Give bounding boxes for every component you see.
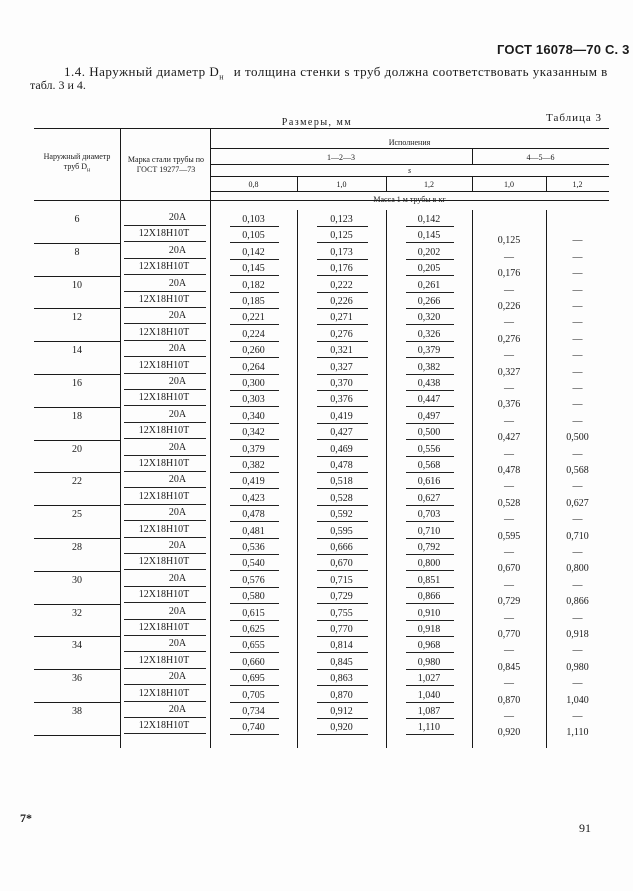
mass-value-cell: — [504,383,514,394]
mass-value-cell: 0,655 [242,640,265,652]
mass-value-cell: 0,202 [417,246,441,258]
steel-grade-cell: 20А [168,540,187,551]
steel-grade-column-header: Марка стали трубы по ГОСТ 19277—73 [127,155,205,174]
mass-value-cell: 0,222 [330,279,353,291]
mass-value-cell: — [504,547,514,558]
mass-value-cell: 0,271 [330,312,353,324]
mass-value-cell: 0,755 [330,607,353,619]
mass-value-cell: 0,800 [417,558,441,570]
mass-value-cell: 0,103 [242,214,265,225]
mass-value-cell: 0,321 [330,345,353,357]
diameter-cell: 34 [72,640,82,652]
mass-value-cell: 0,481 [242,525,265,537]
steel-grade-cell: 12Х18Н10Т [138,228,190,240]
mass-value-cell: 0,478 [330,460,353,471]
steel-grade-cell: 12Х18Н10Т [138,720,190,732]
mass-value-cell: 0,770 [330,624,353,635]
steel-grade-cell: 12Х18Н10Т [138,261,190,273]
mass-value-cell: 0,500 [566,432,589,444]
steel-grade-cell: 12Х18Н10Т [138,425,190,437]
mass-value-cell: 0,705 [242,689,265,701]
steel-grade-cell: 20А [168,343,187,355]
mass-value-cell: 0,792 [417,542,441,553]
diameter-header-text: Наружный диаметр труб D [43,152,111,171]
mass-value-cell: 0,376 [497,399,521,411]
diameter-cell: 12 [72,312,82,324]
steel-grade-cell: 20А [168,376,187,387]
mass-value-cell: 0,528 [330,492,353,504]
mass-value-cell: — [504,645,514,657]
steel-grade-cell: 12Х18Н10Т [138,523,190,535]
mass-value-cell: 0,592 [330,509,353,521]
table-number-label: Таблица 3 [546,112,603,124]
mass-value-cell: — [504,415,514,427]
mass-value-cell: 0,866 [417,591,441,603]
mass-value-cell: — [504,711,514,722]
mass-value-cell: — [504,284,514,296]
diameter-cell: 20 [72,443,82,455]
mass-value-cell: 1,110 [417,722,441,734]
diameter-cell: 10 [72,279,82,291]
mass-value-cell: — [572,251,583,263]
steel-grade-cell: 20А [168,474,187,486]
mass-value-cell: 0,261 [417,279,441,291]
mass-value-cell: 0,266 [417,296,441,307]
mass-value-cell: 0,125 [330,230,353,242]
mass-value-cell: — [572,547,583,558]
mass-value-cell: 0,145 [242,263,265,275]
paragraph-line-2: табл. 3 и 4. [30,78,86,92]
diameter-cell: 8 [74,246,80,258]
steel-grade-cell: 20А [168,244,187,256]
mass-value-cell: — [572,711,583,722]
mass-value-cell: 0,326 [417,328,441,340]
mass-value-cell: 0,540 [242,558,265,570]
steel-grade-cell: 12Х18Н10Т [138,326,190,338]
mass-value-cell: 0,568 [566,465,589,476]
mass-value-cell: 0,182 [242,279,265,291]
mass-value-cell: 1,040 [566,694,589,706]
mass-value-cell: 0,327 [497,366,521,378]
mass-value-cell: 0,710 [417,525,441,537]
mass-value-cell: 0,920 [497,727,521,739]
execution-group-2: 4—5—6 [526,153,555,162]
mass-value-cell: 0,300 [242,378,265,389]
mass-value-cell: 0,327 [330,361,353,373]
mass-value-cell: 0,419 [330,410,353,422]
diameter-subscript: н [219,72,225,82]
steel-grade-cell: 20А [168,671,187,683]
mass-value-cell: 0,580 [242,591,265,603]
mass-value-cell: 0,125 [497,235,521,247]
mass-value-cell: 0,910 [417,607,441,619]
mass-value-cell: 0,173 [330,246,353,258]
diameter-cell: 38 [72,706,82,717]
mass-value-cell: 0,224 [242,328,265,340]
mass-value-cell: — [504,350,514,362]
mass-value-cell: 0,427 [330,427,353,439]
mass-value-cell: 0,427 [497,432,521,444]
steel-grade-cell: 12Х18Н10Т [138,556,190,568]
mass-value-cell: 0,980 [566,661,589,673]
mass-value-cell: — [572,514,583,526]
mass-value-cell: — [572,399,583,411]
diameter-cell: 28 [72,542,82,553]
mass-value-cell: 0,528 [497,497,521,509]
mass-value-cell: 1,087 [417,706,441,717]
mass-value-cell: — [572,678,583,690]
mass-value-cell: 0,627 [417,492,441,504]
mass-value-cell: — [572,579,583,591]
mass-value-cell: 0,734 [242,706,265,717]
mass-value-cell: — [504,448,514,460]
mass-value-cell: 0,595 [497,530,521,542]
paragraph-line-1-rest: и толщина стенки s труб должна соответствовать указанным в [233,64,608,79]
mass-value-cell: 0,176 [330,263,353,275]
mass-value-cell: — [504,481,514,493]
steel-grade-cell: 20А [168,310,187,322]
mass-value-cell: — [572,268,583,280]
table-caption: Размеры, мм [281,117,353,128]
mass-value-cell: 0,870 [497,694,521,706]
mass-value-cell: 0,370 [330,378,353,389]
mass-value-cell: 0,438 [417,378,441,389]
executions-header: Исполнения [388,138,431,147]
mass-value-cell: 0,912 [330,706,353,717]
mass-value-cell: 0,379 [242,443,265,455]
steel-grade-cell: 12Х18Н10Т [138,392,190,404]
steel-grade-cell: 20А [168,638,187,650]
mass-value-cell: 0,382 [417,361,441,373]
mass-value-cell: 0,226 [330,296,353,307]
mass-value-cell: 0,276 [497,333,521,345]
diameter-cell: 22 [72,476,82,488]
mass-value-cell: 0,814 [330,640,353,652]
mass-value-cell: 1,040 [417,689,441,701]
mass-value-cell: 0,478 [242,509,265,521]
mass-value-cell: 0,729 [330,591,353,603]
diameter-column-header [36,152,118,176]
diameter-cell: 16 [72,378,82,389]
page-number: 91 [579,821,591,835]
mass-value-cell: 0,616 [417,476,441,488]
mass-value-cell: 0,870 [330,689,353,701]
mass-value-cell: — [572,333,583,345]
mass-value-cell: 0,260 [242,345,265,357]
steel-grade-cell: 12Х18Н10Т [138,490,190,502]
mass-value-cell: 0,379 [417,345,441,357]
mass-value-cell: — [572,415,583,427]
mass-value-cell: 0,376 [330,394,353,406]
mass-value-cell: — [572,284,583,296]
steel-grade-cell: 12Х18Н10Т [138,687,190,699]
mass-value-cell: 0,320 [417,312,441,324]
mass-value-cell: 0,625 [242,624,265,635]
sheet-mark: 7* [20,811,32,825]
mass-value-cell: 0,382 [242,460,265,471]
mass-value-cell: 0,264 [242,361,265,373]
mass-value-cell: 0,845 [330,656,353,668]
diameter-cell: 32 [72,607,82,619]
diameter-cell: 14 [72,345,82,357]
mass-value-cell: 0,968 [417,640,441,652]
document-header: ГОСТ 16078—70 С. 3 [497,42,630,57]
mass-value-cell: 0,740 [242,722,265,734]
mass-value-cell: 1,027 [417,673,441,685]
mass-value-cell: 0,142 [242,246,265,258]
mass-value-cell: 0,866 [566,596,589,608]
diameter-cell: 6 [74,214,80,225]
mass-value-cell: 0,556 [417,443,441,455]
mass-value-cell: 0,863 [330,673,353,685]
mass-value-cell: 0,185 [242,296,265,307]
mass-value-cell: — [504,317,514,329]
steel-grade-cell: 20А [168,507,187,519]
mass-value-cell: 0,226 [497,301,521,312]
steel-grade-cell: 12Х18Н10Т [138,458,190,469]
diameter-header-subscript: н [87,167,91,174]
mass-value-cell: — [504,514,514,526]
mass-value-cell: 0,568 [417,460,441,471]
mass-per-meter-label: Масса 1 м трубы в кг [373,195,446,204]
mass-value-cell: 0,342 [242,427,265,439]
mass-value-cell: — [504,612,514,624]
mass-value-cell: 0,176 [497,268,521,280]
steel-grade-cell: 12Х18Н10Т [138,622,190,633]
diameter-cell: 25 [72,509,82,521]
steel-grade-cell: 20А [168,441,187,453]
mass-value-cell: — [572,645,583,657]
mass-value-cell: 0,695 [242,673,265,685]
mass-value-cell: 0,478 [497,465,521,476]
mass-value-cell: 0,340 [242,410,265,422]
mass-value-cell: 0,123 [330,214,353,225]
steel-grade-cell: 12Х18Н10Т [138,359,190,371]
steel-grade-cell: 20А [168,605,187,617]
mass-value-cell: 0,205 [417,263,441,275]
steel-grade-cell: 20А [168,212,187,223]
mass-value-cell: 0,666 [330,542,353,553]
mass-value-cell: — [572,448,583,460]
mass-value-cell: 0,536 [242,542,265,553]
mass-value-cell: 0,715 [330,574,353,586]
thickness-col-1: 0,8 [248,180,259,189]
steel-grade-cell: 12Х18Н10Т [138,294,190,305]
mass-value-cell: 0,670 [497,563,521,575]
mass-value-cell: 0,303 [242,394,265,406]
mass-value-cell: — [504,678,514,690]
mass-value-cell: 0,145 [417,230,441,242]
mass-value-cell: 0,800 [566,563,589,575]
mass-value-cell: 0,920 [330,722,353,734]
thickness-col-5: 1,2 [572,180,583,189]
mass-value-cell: — [572,235,583,247]
mass-value-cell: — [572,301,583,312]
mass-value-cell: 0,423 [242,492,265,504]
steel-grade-cell: 20А [168,277,187,289]
mass-value-cell: 0,221 [242,312,265,324]
mass-value-cell: 0,845 [497,661,521,673]
mass-value-cell: — [572,317,583,329]
steel-grade-cell: 12Х18Н10Т [138,589,190,601]
mass-value-cell: 0,500 [417,427,441,439]
mass-value-cell: 1,110 [566,727,589,739]
mass-value-cell: — [504,579,514,591]
mass-value-cell: 0,918 [417,624,441,635]
mass-value-cell: 0,615 [242,607,265,619]
paragraph-line-1-text: 1.4. Наружный диаметр D [64,64,220,79]
execution-group-1: 1—2—3 [327,153,355,162]
mass-value-cell: 0,660 [242,656,265,668]
mass-value-cell: 0,729 [497,596,521,608]
thickness-col-4: 1,0 [504,180,514,189]
mass-value-cell: 0,105 [242,230,265,242]
mass-value-cell: — [572,366,583,378]
mass-value-cell: 0,419 [242,476,265,488]
mass-value-cell: — [572,481,583,493]
steel-grade-cell: 20А [168,704,187,715]
mass-value-cell: 0,447 [417,394,441,406]
thickness-col-2: 1,0 [336,180,347,189]
mass-value-cell: 0,670 [330,558,353,570]
mass-value-cell: 0,703 [417,509,441,521]
mass-value-cell: 0,918 [566,629,589,640]
mass-value-cell: 0,627 [566,497,589,509]
mass-value-cell: 0,276 [330,328,353,340]
steel-grade-cell: 20А [168,572,187,584]
mass-value-cell: 0,851 [417,574,441,586]
mass-value-cell: 0,576 [242,574,265,586]
mass-value-cell: 0,595 [330,525,353,537]
thickness-col-3: 1,2 [424,180,434,189]
diameter-cell: 30 [72,574,82,586]
mass-value-cell: — [504,251,514,263]
mass-value-cell: — [572,383,583,394]
diameter-cell: 18 [72,410,82,422]
mass-value-cell: 0,497 [417,410,441,422]
diameter-cell: 36 [72,673,82,685]
mass-value-cell: 0,142 [417,214,441,225]
mass-value-cell: 0,980 [417,656,441,668]
mass-value-cell: 0,710 [566,530,589,542]
mass-value-cell: 0,469 [330,443,353,455]
mass-value-cell: — [572,350,583,362]
mass-value-cell: 0,770 [497,629,521,640]
steel-grade-cell: 12Х18Н10Т [138,654,190,666]
mass-value-cell: — [572,612,583,624]
wall-thickness-label: s [407,166,412,175]
mass-value-cell: 0,518 [330,476,353,488]
steel-grade-cell: 20А [168,408,187,420]
